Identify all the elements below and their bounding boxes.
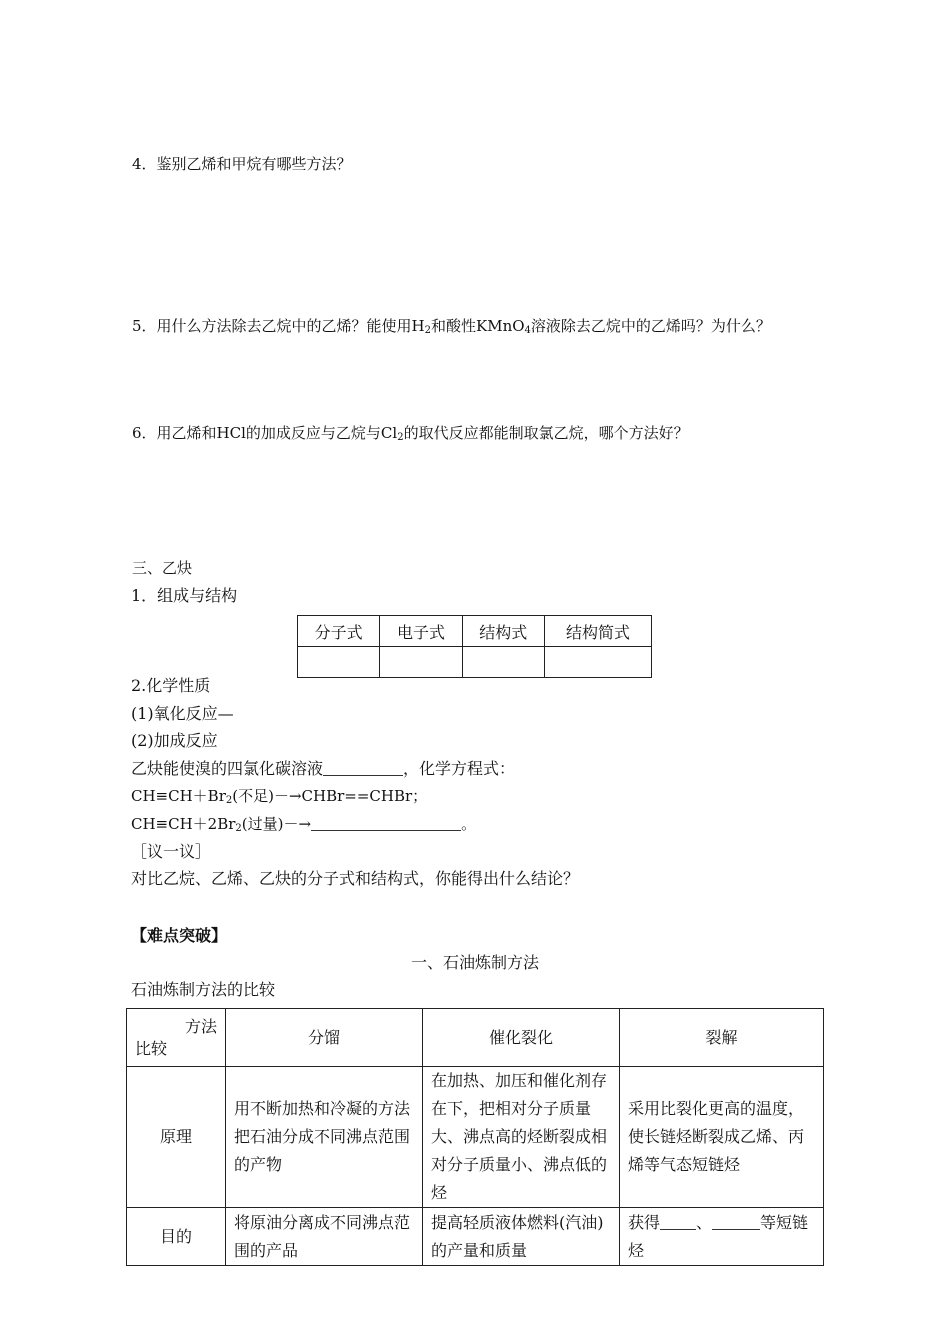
refining-title: 一、石油炼制方法: [410, 953, 539, 972]
equation-2: [131, 816, 476, 834]
difficulty-heading: 【难点突破】: [131, 926, 228, 945]
eq1-subscript: 2: [225, 795, 233, 806]
question-4: 4．鉴别乙烯和甲烷有哪些方法？: [132, 155, 352, 173]
header-structural-formula: 结构式: [462, 616, 544, 647]
eq1-text-a: CH≡CH＋Br: [131, 787, 226, 805]
blank-cell[interactable]: [462, 647, 544, 678]
corner-label-compare: 比较: [135, 1038, 168, 1058]
refining-comparison-table: [126, 1008, 824, 1266]
blank-cell[interactable]: [544, 647, 651, 678]
question-5: [132, 319, 771, 336]
question-6: [132, 426, 689, 443]
q5-text-a: 5．用什么方法除去乙烷中的乙烯？能使用H: [132, 317, 425, 335]
principle-catalytic-cracking: 在加热、加压和催化剂存在下，把相对分子质量大、沸点高的烃断裂成相对分子质量小、沸点低的烃: [423, 1067, 620, 1208]
eq2-subscript: 2: [235, 823, 242, 834]
eq2-text-c: 。: [461, 815, 477, 833]
fill-blank[interactable]: [660, 1215, 696, 1230]
row-label-principle: 原理: [127, 1067, 226, 1208]
q6-text-b: 的取代反应都能制取氯乙烷，哪个方法好？: [403, 424, 689, 442]
purpose-pyrolysis-a: 获得: [628, 1212, 661, 1232]
item-oxidation: (1)氧化反应—: [131, 704, 234, 723]
header-electron-formula: 电子式: [380, 616, 462, 647]
q5-text-c: 溶液除去乙烷中的乙烯吗？为什么？: [530, 317, 771, 335]
q5-text-b: 和酸性KMnO: [431, 317, 525, 335]
structure-table: [297, 615, 652, 678]
blank-cell[interactable]: [298, 647, 380, 678]
reaction-text-b: ，化学方程式：: [403, 759, 516, 778]
fill-blank[interactable]: [311, 816, 461, 831]
subheading-composition: 1．组成与结构: [131, 586, 238, 605]
blank-cell[interactable]: [380, 647, 462, 678]
purpose-pyrolysis: [620, 1208, 824, 1266]
reaction-text-a: 乙炔能使溴的四氯化碳溶液: [131, 759, 324, 778]
purpose-distillation: 将原油分离成不同沸点范围的产品: [226, 1208, 423, 1266]
purpose-catalytic-cracking: 提高轻质液体燃料(汽油)的产量和质量: [423, 1208, 620, 1266]
purpose-pyrolysis-b: 、: [696, 1212, 713, 1232]
eq2-text-a: CH≡CH＋2Br: [131, 815, 236, 833]
reaction-sentence: [131, 761, 515, 777]
fill-blank[interactable]: [712, 1215, 760, 1230]
corner-cell: [127, 1009, 226, 1067]
corner-label-method: 方法: [184, 1016, 217, 1036]
principle-distillation: 用不断加热和冷凝的方法把石油分成不同沸点范围的产物: [226, 1067, 423, 1208]
purpose-pyrolysis-c: 等短链烃: [628, 1212, 809, 1260]
discussion-question: 对比乙烷、乙烯、乙炔的分子式和结构式，你能得出什么结论？: [131, 869, 580, 888]
eq1-text-b: (不足)－→CHBr==CHBr；: [232, 787, 428, 805]
eq2-text-b: (过量)－→: [241, 815, 312, 833]
subheading-chemical-properties: 2.化学性质: [131, 676, 211, 695]
equation-1: [131, 789, 427, 806]
discussion-label: ［议一议］: [131, 842, 212, 861]
table-caption: 石油炼制方法的比较: [131, 980, 276, 999]
section-heading-acetylene: 三、乙炔: [132, 559, 193, 577]
q5-subscript-kmno4: 4: [524, 325, 531, 336]
q6-subscript-cl2: 2: [397, 432, 404, 443]
fill-blank[interactable]: [323, 761, 403, 776]
q6-text-a: 6．用乙烯和HCl的加成反应与乙烷与Cl: [132, 424, 398, 442]
row-label-purpose: 目的: [127, 1208, 226, 1266]
header-catalytic-cracking: 催化裂化: [423, 1009, 620, 1067]
header-distillation: 分馏: [226, 1009, 423, 1067]
principle-pyrolysis: 采用比裂化更高的温度，使长链烃断裂成乙烯、丙烯等气态短链烃: [620, 1067, 824, 1208]
item-addition: (2)加成反应: [131, 731, 218, 750]
header-condensed-formula: 结构简式: [544, 616, 651, 647]
q5-subscript-h2: 2: [424, 325, 432, 336]
header-pyrolysis: 裂解: [620, 1009, 824, 1067]
header-molecular-formula: 分子式: [298, 616, 380, 647]
